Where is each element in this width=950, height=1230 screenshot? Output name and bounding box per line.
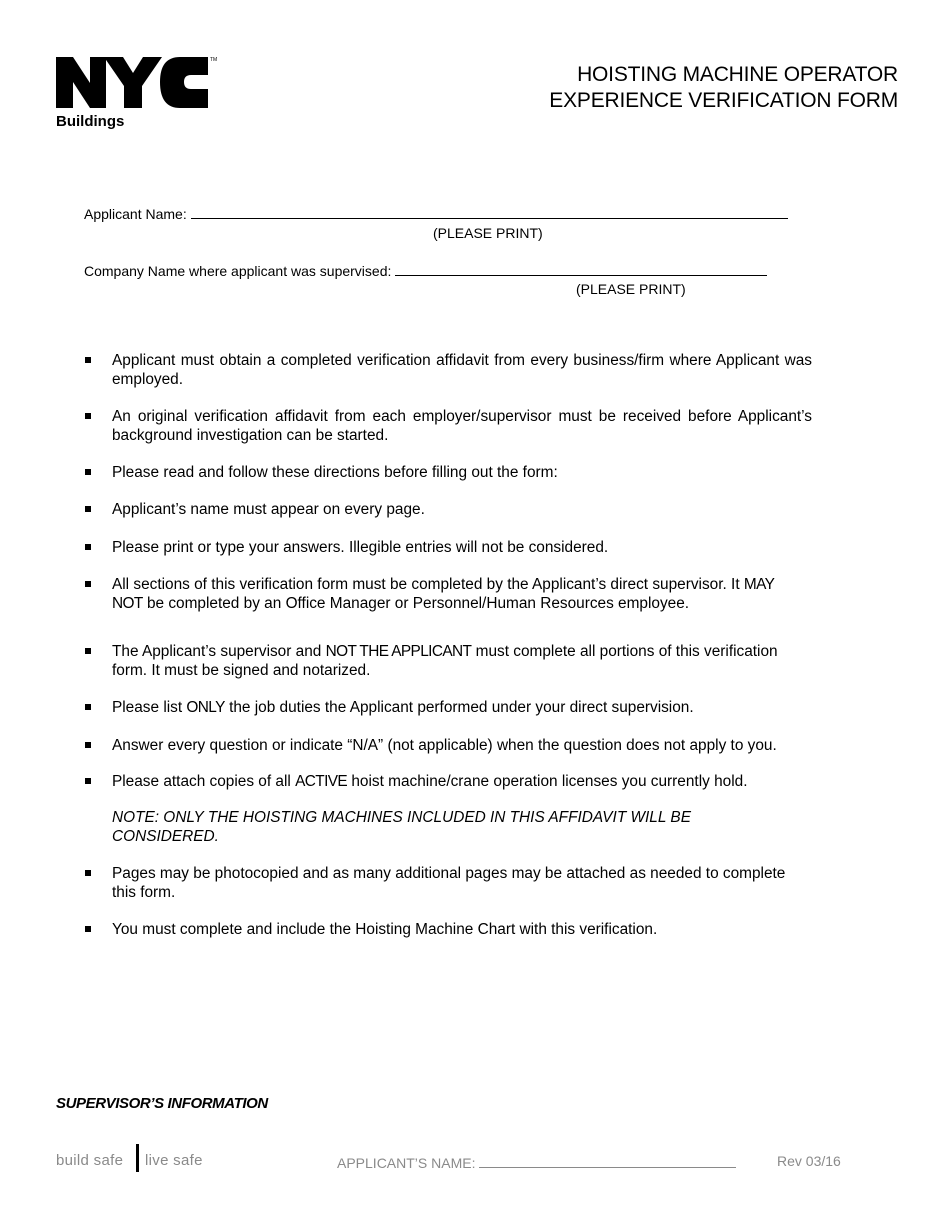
list-item: [84, 736, 812, 755]
list-item-text: Applicant’s name must appear on every page.: [112, 501, 425, 518]
bullet-icon: [85, 704, 91, 710]
emphasis-text: ONLY: [186, 699, 225, 716]
list-item: [84, 698, 812, 717]
footer-applicant-name: [337, 1153, 736, 1171]
applicant-name-blank[interactable]: [191, 205, 788, 219]
logo-subtitle: Buildings: [56, 113, 125, 130]
hoisting-note: NOTE: ONLY THE HOISTING MACHINES INCLUDED IN THIS AFFIDAVIT WILL BE CONSIDERED.: [112, 809, 691, 845]
tagline-build-safe: build safe: [56, 1152, 124, 1169]
bullet-icon: [85, 544, 91, 550]
list-item-text: Please attach copies of all: [112, 773, 296, 790]
svg-text:TM: TM: [210, 57, 218, 63]
list-item-text: Applicant must obtain a completed verification affidavit from every business/firm where Applicant was employed.: [112, 352, 812, 388]
page-footer: [0, 1151, 950, 1175]
list-item: [84, 920, 812, 939]
emphasis-text: ACTIVE: [295, 773, 348, 790]
list-item-text: the job duties the Applicant performed under your direct supervision.: [224, 699, 694, 716]
company-name-field: [84, 262, 767, 279]
list-item-text: All sections of this verification form must be completed by the Applicant’s direct supervisor. It: [112, 576, 744, 593]
list-item: [84, 864, 812, 902]
list-item-text: Please read and follow these directions before filling out the form:: [112, 464, 558, 481]
list-item: [84, 575, 812, 613]
bullet-icon: [85, 581, 91, 587]
revision-label: Rev 03/16: [777, 1153, 841, 1169]
bullet-icon: [85, 926, 91, 932]
form-title-line2: EXPERIENCE VERIFICATION FORM: [549, 89, 898, 112]
bullet-icon: [85, 469, 91, 475]
list-item: [84, 351, 812, 389]
list-item-text: Please list: [112, 699, 187, 716]
emphasis-text: MAY NOT: [112, 576, 775, 612]
list-item-text: Answer every question or indicate “N/A” (not applicable) when the question does not apply to you.: [112, 737, 777, 754]
applicant-print-note: (PLEASE PRINT): [433, 225, 543, 241]
list-item-text: You must complete and include the Hoisting Machine Chart with this verification.: [112, 921, 658, 938]
form-title-line1: HOISTING MACHINE OPERATOR: [577, 63, 898, 86]
company-name-blank[interactable]: [395, 262, 767, 276]
list-item-text: The Applicant’s supervisor and: [112, 643, 326, 660]
footer-applicant-label: APPLICANT’S NAME:: [337, 1155, 476, 1171]
list-item: [84, 642, 812, 680]
list-item: [84, 500, 812, 519]
list-item-text: must complete all portions of this verification form. It must be signed and notarized.: [112, 643, 778, 679]
list-item-text: be completed by an Office Manager or Personnel/Human Resources employee.: [142, 595, 690, 612]
bullet-icon: [85, 870, 91, 876]
list-item-text: hoist machine/crane operation licenses you currently hold.: [347, 773, 748, 790]
applicant-name-field: [84, 205, 788, 222]
instructions-list: [84, 351, 812, 939]
form-title: [549, 62, 898, 114]
list-item: [84, 538, 812, 557]
footer-applicant-blank[interactable]: [479, 1153, 736, 1168]
bullet-icon: [85, 506, 91, 512]
company-print-note: (PLEASE PRINT): [576, 281, 686, 297]
list-item: [84, 463, 812, 482]
list-item: [84, 407, 812, 445]
tagline-live-safe: live safe: [145, 1152, 203, 1169]
list-item-text: An original verification affidavit from each employer/supervisor must be received before Applicant’s background investigation can be started.: [112, 408, 812, 444]
list-item-text: Please print or type your answers. Illegible entries will not be considered.: [112, 539, 609, 556]
bullet-icon: [85, 648, 91, 654]
emphasis-text: NOT THE APPLICANT: [325, 643, 472, 660]
list-item-text: Pages may be photocopied and as many additional pages may be attached as needed to complete this form.: [112, 865, 786, 901]
tagline-divider: [136, 1144, 139, 1172]
bullet-icon: [85, 742, 91, 748]
list-item: [84, 772, 812, 791]
company-name-label: Company Name where applicant was supervised:: [84, 263, 392, 279]
supervisor-info-heading: SUPERVISOR’S INFORMATION: [56, 1095, 268, 1112]
bullet-icon: [85, 413, 91, 419]
bullet-icon: [85, 357, 91, 363]
bullet-icon: [85, 778, 91, 784]
applicant-name-label: Applicant Name:: [84, 206, 187, 222]
